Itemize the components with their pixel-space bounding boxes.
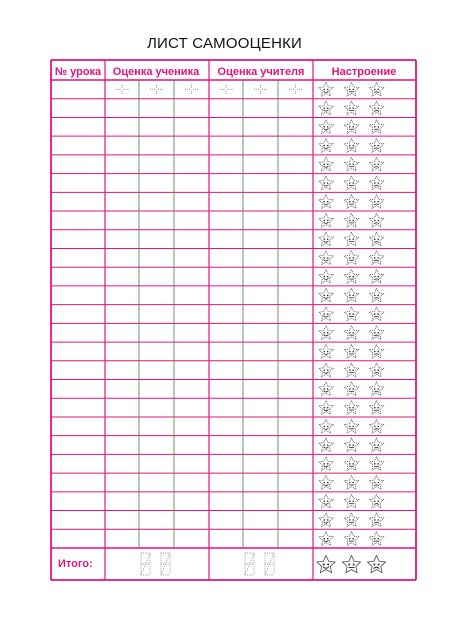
neutral-star-icon xyxy=(344,344,358,358)
smile-star-icon xyxy=(319,438,333,452)
cell-marks xyxy=(115,82,385,575)
sad-star-icon xyxy=(369,401,383,415)
smile-star-icon xyxy=(319,475,333,489)
neutral-star-icon xyxy=(344,494,358,508)
sad-star-icon xyxy=(369,438,383,452)
sad-star-icon xyxy=(367,556,385,573)
neutral-star-icon xyxy=(344,101,358,115)
dotted-cross-mark xyxy=(185,85,198,94)
smile-star-icon xyxy=(319,195,333,209)
sad-star-icon xyxy=(369,382,383,396)
neutral-star-icon xyxy=(344,269,358,283)
neutral-star-icon xyxy=(344,513,358,527)
neutral-star-icon xyxy=(344,382,358,396)
smile-star-icon xyxy=(319,532,333,546)
neutral-star-icon xyxy=(344,419,358,433)
smile-star-icon xyxy=(317,556,335,573)
sad-star-icon xyxy=(369,269,383,283)
smile-star-icon xyxy=(319,120,333,134)
sad-star-icon xyxy=(369,419,383,433)
dotted-cross-mark xyxy=(219,85,232,94)
sad-star-icon xyxy=(369,307,383,321)
dotted-cross-mark xyxy=(254,85,267,94)
header-lesson-number: № урока xyxy=(54,66,102,78)
neutral-star-icon xyxy=(344,82,358,96)
neutral-star-icon xyxy=(344,157,358,171)
sad-star-icon xyxy=(369,213,383,227)
sad-star-icon xyxy=(369,101,383,115)
sad-star-icon xyxy=(369,157,383,171)
neutral-star-icon xyxy=(344,307,358,321)
sad-star-icon xyxy=(369,513,383,527)
smile-star-icon xyxy=(319,138,333,152)
smile-star-icon xyxy=(319,288,333,302)
header-student-grade: Оценка ученика xyxy=(112,66,200,78)
neutral-star-icon xyxy=(344,326,358,340)
smile-star-icon xyxy=(319,251,333,265)
page-title: ЛИСТ САМООЦЕНКИ xyxy=(146,35,303,52)
sad-star-icon xyxy=(369,344,383,358)
smile-star-icon xyxy=(319,419,333,433)
neutral-star-icon xyxy=(344,251,358,265)
smile-star-icon xyxy=(319,232,333,246)
sad-star-icon xyxy=(369,363,383,377)
smile-star-icon xyxy=(319,513,333,527)
neutral-star-icon xyxy=(344,120,358,134)
neutral-star-icon xyxy=(344,457,358,471)
neutral-star-icon xyxy=(344,363,358,377)
neutral-star-icon xyxy=(344,213,358,227)
total-digit-box xyxy=(141,553,150,575)
total-digit-box xyxy=(265,553,274,575)
header-teacher-grade: Оценка учителя xyxy=(217,66,305,78)
neutral-star-icon xyxy=(344,438,358,452)
smile-star-icon xyxy=(319,157,333,171)
smile-star-icon xyxy=(319,344,333,358)
sad-star-icon xyxy=(369,120,383,134)
smile-star-icon xyxy=(319,82,333,96)
dotted-cross-mark xyxy=(115,85,128,94)
smile-star-icon xyxy=(319,176,333,190)
smile-star-icon xyxy=(319,269,333,283)
smile-star-icon xyxy=(319,307,333,321)
neutral-star-icon xyxy=(344,288,358,302)
sad-star-icon xyxy=(369,494,383,508)
dotted-cross-mark xyxy=(289,85,302,94)
smile-star-icon xyxy=(319,457,333,471)
sad-star-icon xyxy=(369,232,383,246)
sad-star-icon xyxy=(369,195,383,209)
sad-star-icon xyxy=(369,475,383,489)
total-label: Итого: xyxy=(58,558,93,570)
sad-star-icon xyxy=(369,251,383,265)
smile-star-icon xyxy=(319,213,333,227)
sad-star-icon xyxy=(369,288,383,302)
neutral-star-icon xyxy=(344,138,358,152)
sad-star-icon xyxy=(369,176,383,190)
neutral-star-icon xyxy=(344,401,358,415)
header-mood: Настроение xyxy=(331,66,397,78)
sad-star-icon xyxy=(369,532,383,546)
smile-star-icon xyxy=(319,326,333,340)
dotted-cross-mark xyxy=(150,85,163,94)
smile-star-icon xyxy=(319,101,333,115)
neutral-star-icon xyxy=(344,195,358,209)
smile-star-icon xyxy=(319,382,333,396)
smile-star-icon xyxy=(319,363,333,377)
total-digit-box xyxy=(245,553,254,575)
smile-star-icon xyxy=(319,401,333,415)
total-digit-box xyxy=(161,553,170,575)
table-grid xyxy=(51,60,416,580)
neutral-star-icon xyxy=(344,532,358,546)
neutral-star-icon xyxy=(344,232,358,246)
neutral-star-icon xyxy=(344,475,358,489)
sad-star-icon xyxy=(369,82,383,96)
sad-star-icon xyxy=(369,457,383,471)
neutral-star-icon xyxy=(342,556,360,573)
neutral-star-icon xyxy=(344,176,358,190)
smile-star-icon xyxy=(319,494,333,508)
sad-star-icon xyxy=(369,326,383,340)
sad-star-icon xyxy=(369,138,383,152)
